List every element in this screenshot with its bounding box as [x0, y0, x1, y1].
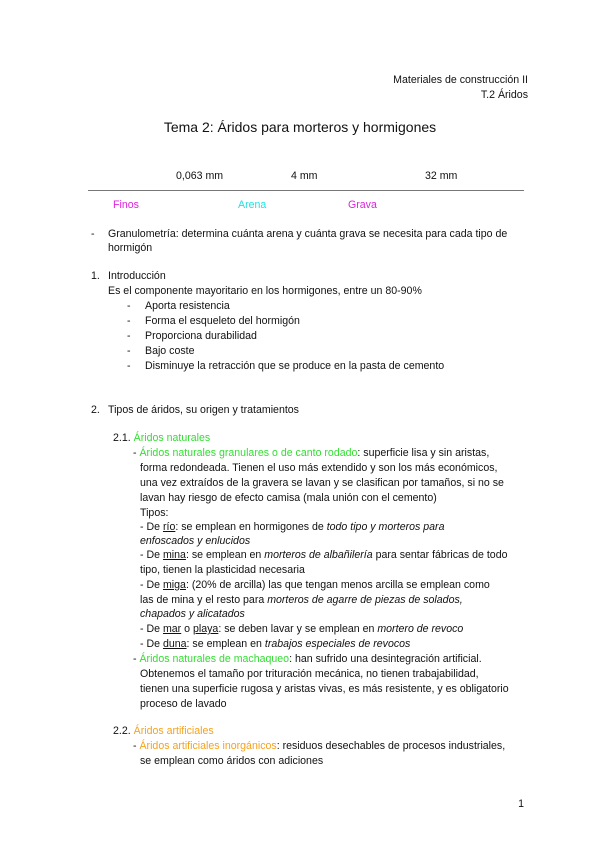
tipo-duna: [140, 638, 410, 650]
tipo-miga-text2: las de mina y el resto para: [140, 594, 268, 606]
s22-a-line2: se emplean como áridos con adiciones: [140, 755, 324, 767]
granulometria-text-cont: hormigón: [108, 242, 153, 254]
s22-a-text: : residuos desechables de procesos industriales,: [276, 740, 506, 752]
tipo-rio-use-cont: enfoscados y enlucidos: [140, 535, 251, 547]
tipo-rio-cont: [140, 535, 250, 547]
tipo-mina-cont: tipo, tienen la plasticidad necesaria: [140, 564, 305, 576]
list-item: Bajo coste: [145, 345, 195, 357]
granulometria-text: Granulometría: determina cuánta arena y cuánta grava se necesita para cada tipo de: [108, 228, 508, 240]
page-number: 1: [518, 798, 524, 810]
s21-b-text: : han sufrido una desintegración artificial.: [289, 653, 482, 665]
tipo-duna-use: trabajos especiales de revocos: [264, 638, 411, 650]
tipo-rio-term: río: [162, 521, 176, 533]
s21-b-line1: - Áridos naturales de machaqueo: han sufrido una desintegración artificial.: [133, 653, 482, 665]
list-item: Disminuye la retracción que se produce en la pasta de cemento: [145, 360, 445, 372]
list-item: Proporciona durabilidad: [145, 330, 257, 342]
s21-a-title: Áridos naturales granulares o de canto rodado: [139, 447, 358, 459]
tipo-rio-text: : se emplean en hormigones de: [175, 521, 327, 533]
list-dash: -: [127, 345, 131, 357]
tipo-miga-use-cont: chapados y alicatados: [140, 608, 245, 620]
subsection-2-2-number: 2.2.: [113, 725, 131, 737]
header-subject: Materiales de construcción II: [393, 74, 528, 86]
tipo-miga-cont2: [140, 608, 245, 620]
list-dash: -: [127, 330, 131, 342]
scale-mark-gravel: 32 mm: [425, 170, 458, 182]
list-dash: -: [127, 315, 131, 327]
section1-intro: Es el componente mayoritario en los hormigones, entre un 80-90%: [108, 285, 422, 297]
tipo-mina-use: morteros de albañilería: [264, 549, 373, 561]
tipo-miga-use: morteros de agarre de piezas de solados,: [267, 594, 463, 606]
tipo-playa-term: playa: [193, 623, 219, 635]
s21-b-line2: Obtenemos el tamaño por trituración mecánica, no tienen trabajabilidad,: [140, 668, 479, 680]
s22-a-line1: - Áridos artificiales inorgánicos: residuos desechables de procesos industriales,: [133, 740, 506, 752]
tipos-label: Tipos:: [140, 507, 169, 519]
s21-a-line3: una vez extraídos de la gravera se lavan y se clasifican por tamaños, si no se: [140, 477, 504, 489]
tipo-mina-text-end: para sentar fábricas de todo: [372, 549, 508, 561]
tipo-prefix: - De: [140, 638, 163, 650]
tipo-mar-or: o: [181, 623, 193, 635]
tipo-mar: [140, 623, 463, 635]
subsection-2-2-title: Áridos artificiales: [133, 725, 214, 737]
section2-number: 2.: [91, 404, 100, 416]
tipo-miga-text: : (20% de arcilla) las que tengan menos arcilla se emplean como: [185, 579, 490, 591]
scale-rule: [88, 190, 524, 191]
tipo-miga-term: miga: [162, 579, 186, 591]
scale-mark-fines: 0,063 mm: [176, 170, 224, 182]
tipo-miga: [140, 579, 490, 591]
s21-a-text: : superficie lisa y sin aristas,: [357, 447, 490, 459]
list-dash: -: [127, 360, 131, 372]
s21-b-line3: tienen una superficie rugosa y aristas vivas, es más resistente, y es obligatorio: [140, 683, 509, 695]
section1-number: 1.: [91, 270, 100, 282]
tipo-prefix: - De: [140, 623, 163, 635]
scale-label-grava: Grava: [348, 199, 377, 211]
list-item: Aporta resistencia: [145, 300, 230, 312]
tipo-prefix: - De: [140, 579, 163, 591]
subsection-2-2: [113, 725, 214, 737]
tipo-duna-text: : se emplean en: [186, 638, 265, 650]
tipo-mina-term: mina: [162, 549, 186, 561]
tipo-duna-term: duna: [162, 638, 187, 650]
list-item: Forma el esqueleto del hormigón: [145, 315, 300, 327]
scale-mark-sand: 4 mm: [291, 170, 318, 182]
s21-a-line1: - Áridos naturales granulares o de canto rodado: superficie lisa y sin aristas,: [133, 447, 490, 459]
tipo-mar-term: mar: [162, 623, 182, 635]
subsection-2-1: [113, 432, 210, 444]
tipo-mina: [140, 549, 507, 561]
s21-a-line2: forma redondeada. Tienen el uso más extendido y son los más económicos,: [140, 462, 498, 474]
tipo-mar-text: : se deben lavar y se emplean en: [218, 623, 378, 635]
scale-label-finos: Finos: [113, 199, 139, 211]
tipo-prefix: - De: [140, 521, 163, 533]
list-dash: -: [127, 300, 131, 312]
subsection-2-1-title: Áridos naturales: [133, 432, 211, 444]
scale-label-arena: Arena: [238, 199, 267, 211]
s21-a-line4: lavan hay riesgo de efecto camisa (mala unión con el cemento): [140, 492, 437, 504]
s21-b-line4: proceso de lavado: [140, 698, 227, 710]
page-title: Tema 2: Áridos para morteros y hormigones: [163, 119, 437, 135]
tipo-mina-text: : se emplean en: [185, 549, 265, 561]
header-topic: T.2 Áridos: [480, 89, 528, 101]
tipo-rio-use: todo tipo y morteros para: [326, 521, 445, 533]
bullet-dash: -: [91, 228, 95, 240]
section1-title: Introducción: [108, 270, 166, 282]
tipo-rio: [140, 521, 444, 533]
s21-b-title: Áridos naturales de machaqueo: [139, 653, 290, 665]
tipo-mar-use: mortero de revoco: [377, 623, 464, 635]
subsection-2-1-number: 2.1.: [113, 432, 131, 444]
tipo-miga-cont: [140, 594, 463, 606]
s22-a-title: Áridos artificiales inorgánicos: [139, 740, 277, 752]
section2-title: Tipos de áridos, su origen y tratamientos: [108, 404, 299, 416]
tipo-prefix: - De: [140, 549, 163, 561]
